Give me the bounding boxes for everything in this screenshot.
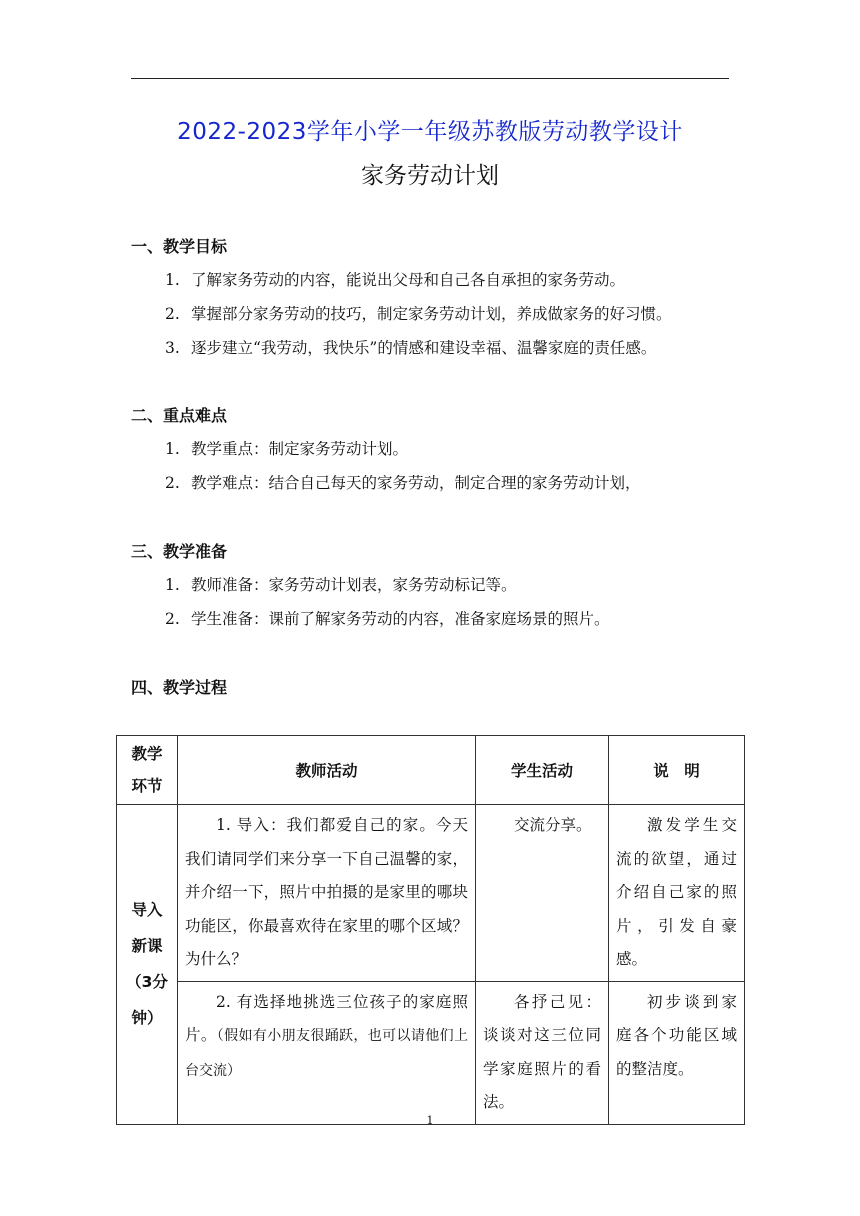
list-item-text: 教师准备：家务劳动计划表，家务劳动标记等。 [191,576,517,594]
list-item-text: 学生准备：课前了解家务劳动的内容，准备家庭场景的照片。 [191,610,610,628]
list-item-text: 教学重点：制定家务劳动计划。 [191,440,409,458]
stage-cell [117,805,178,1125]
notes-text: 初步谈到家庭各个功能区域的整洁度。 [616,992,737,1078]
list-item-text: 逐步建立“我劳动，我快乐”的情感和建设幸福、温馨家庭的责任感。 [191,339,657,357]
section-heading-process: 四、教学过程 [131,678,228,697]
header-stage-line: 教学 [131,745,163,763]
list-item-text: 了解家务劳动的内容，能说出父母和自己各自承担的家务劳动。 [191,271,626,289]
teacher-activity-main: 2. 有选择地挑选三位孩子的家庭照片。 [185,992,468,1044]
list-item-text: 掌握部分家务劳动的技巧，制定家务劳动计划，养成做家务的好习惯。 [191,305,672,323]
list-item-number: 1. [165,271,180,289]
list-item [165,437,408,459]
lesson-process-table [116,735,745,1125]
teacher-activity-text: 1. 导入：我们都爱自己的家。今天我们请同学们来分享一下自己温馨的家，并介绍一下，照片中拍摄的是家里的哪块功能区，你最喜欢待在家里的哪个区域？为什么？ [185,816,468,968]
list-item [165,336,656,358]
student-activity-cell [476,981,609,1124]
section-heading-key-points: 二、重点难点 [131,406,228,425]
list-item-number: 2. [165,474,180,492]
stage-line: （3分 [126,973,168,992]
stage-line: 导入 [131,901,163,920]
table-row [117,805,745,982]
stage-line: 新课 [131,937,163,956]
section-heading-preparation: 三、教学准备 [131,542,228,561]
list-item [165,607,610,629]
header-notes: 说 明 [609,736,745,805]
student-activity-text: 交流分享。 [514,816,592,834]
list-item [165,302,672,324]
header-teacher-activity: 教师活动 [178,736,476,805]
table-row [117,981,745,1124]
header-stage [117,736,178,805]
teacher-activity-text [178,982,475,1093]
document-title: 2022-2023学年小学一年级苏教版劳动教学设计 [177,119,683,145]
teacher-activity-note: （假如有小朋友很踊跃，也可以请他们上台交流） [185,1028,468,1079]
list-item-number: 3. [165,339,180,357]
header-stage-line: 环节 [131,777,163,795]
section-heading-objectives: 一、教学目标 [131,237,228,256]
list-item-number: 1. [165,576,180,594]
teacher-activity-cell [178,805,476,982]
list-item [165,471,641,493]
notes-cell [609,805,745,982]
list-item [165,573,517,595]
page-number: 1 [426,1114,434,1127]
stage-line: 钟） [131,1009,163,1028]
header-rule [131,78,729,79]
list-item-number: 1. [165,440,180,458]
header-student-activity: 学生活动 [476,736,609,805]
list-item [165,268,625,290]
notes-text: 激发学生交流的欲望，通过介绍自己家的照片，引发自豪感。 [616,816,737,968]
list-item-number: 2. [165,610,180,628]
student-activity-cell [476,805,609,982]
table-header-row [117,736,745,805]
document-subtitle: 家务劳动计划 [361,163,499,189]
list-item-number: 2. [165,305,180,323]
notes-cell [609,981,745,1124]
list-item-text: 教学难点：结合自己每天的家务劳动，制定合理的家务劳动计划， [191,474,641,492]
teacher-activity-cell [178,981,476,1124]
student-activity-text: 各抒己见：谈谈对这三位同学家庭照片的看法。 [483,992,601,1111]
